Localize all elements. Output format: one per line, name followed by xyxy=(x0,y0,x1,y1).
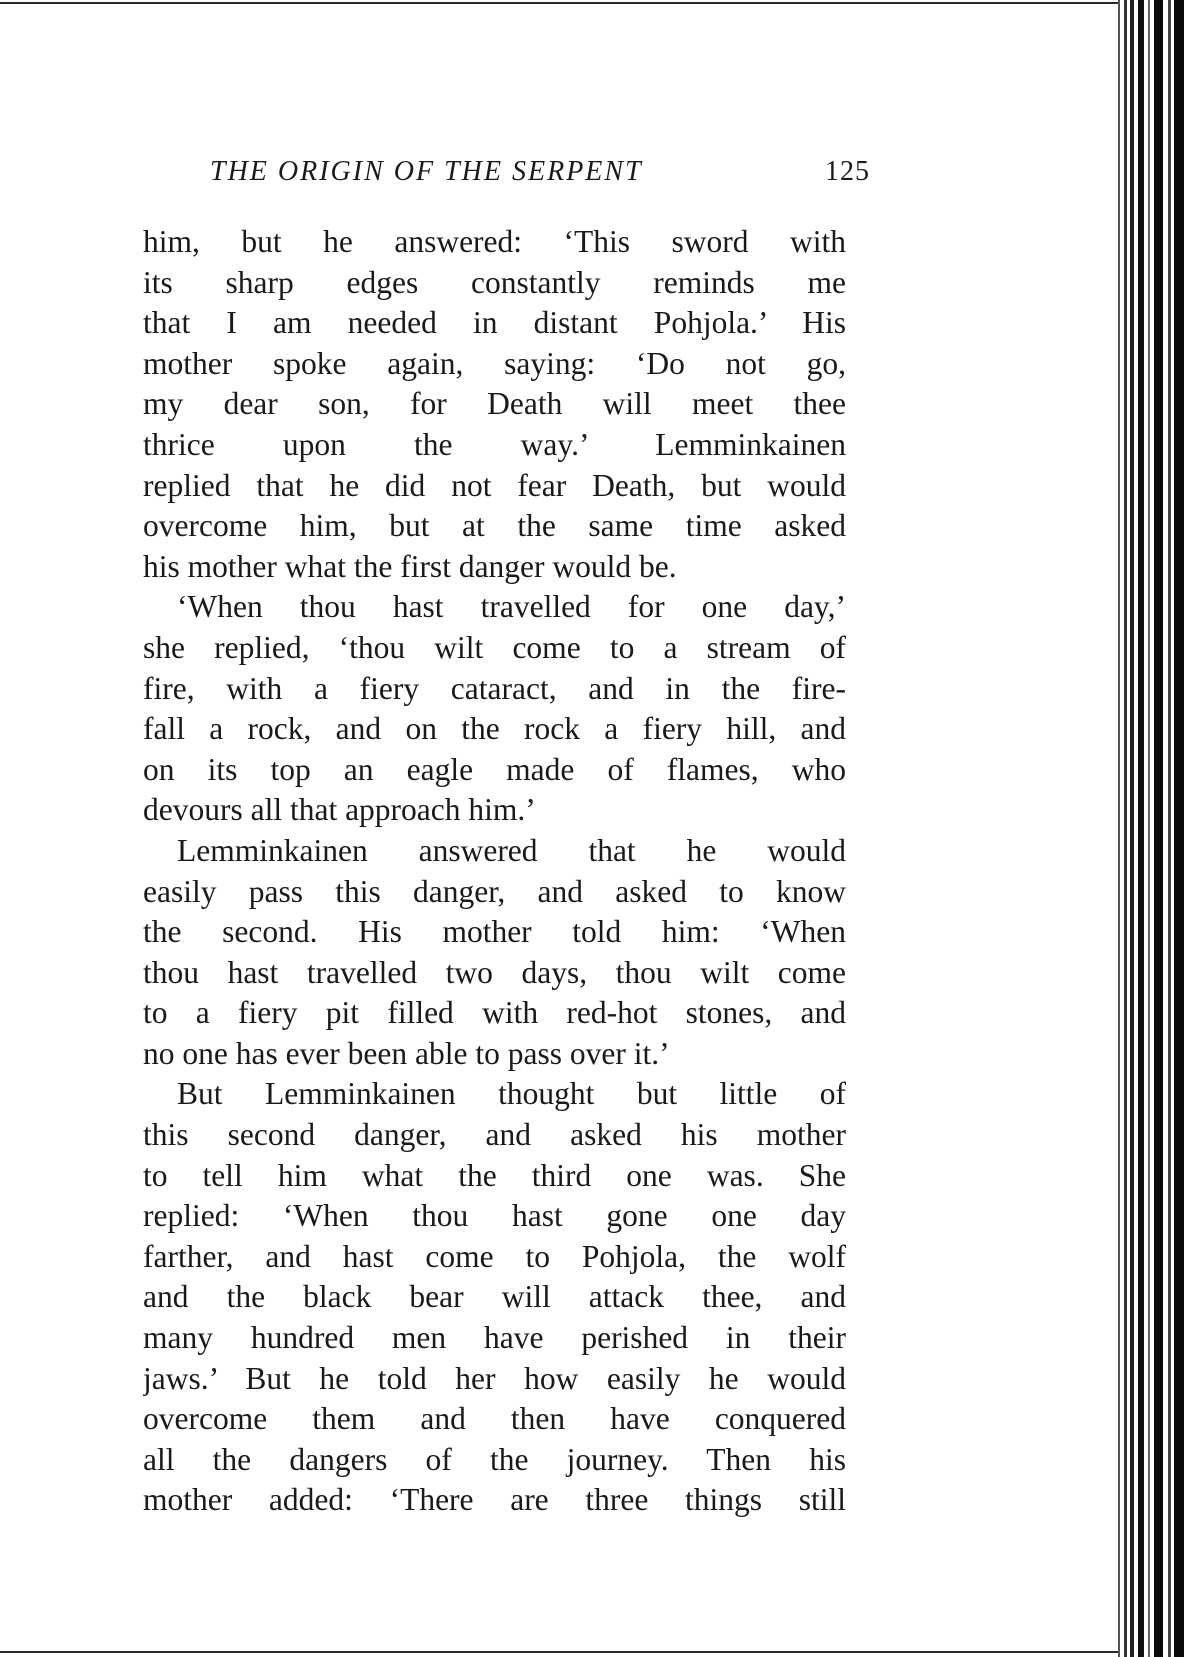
text-line: and the black bear will attack thee, and xyxy=(143,1279,846,1315)
text-line: devours all that approach him.’ xyxy=(143,792,536,828)
text-line: But Lemminkainen thought but little of xyxy=(177,1076,846,1112)
text-line: all the dangers of the journey. Then his xyxy=(143,1441,846,1477)
text-line: overcome him, but at the same time asked xyxy=(143,508,846,544)
text-line: easily pass this danger, and asked to know xyxy=(143,873,846,909)
text-line: its sharp edges constantly reminds me xyxy=(143,264,846,300)
text-line: the second. His mother told him: ‘When xyxy=(143,914,846,950)
text-line: my dear son, for Death will meet thee xyxy=(143,386,846,422)
text-line: jaws.’ But he told her how easily he would xyxy=(143,1360,846,1396)
text-line: thrice upon the way.’ Lemminkainen xyxy=(143,426,846,462)
text-line: this second danger, and asked his mother xyxy=(143,1117,846,1153)
body-text xyxy=(143,222,846,1521)
book-binding-edge xyxy=(1110,0,1188,1657)
text-line: fire, with a fiery cataract, and in the fire- xyxy=(143,670,846,706)
text-line: she replied, ‘thou wilt come to a stream of xyxy=(143,629,846,665)
text-line: fall a rock, and on the rock a fiery hill, and xyxy=(143,711,846,747)
top-border-rule xyxy=(0,2,1118,4)
text-line: replied: ‘When thou hast gone one day xyxy=(143,1198,846,1234)
text-line: Lemminkainen answered that he would xyxy=(177,832,846,868)
text-line: farther, and hast come to Pohjola, the wolf xyxy=(143,1238,846,1274)
text-line: mother added: ‘There are three things still xyxy=(143,1482,846,1518)
text-line: no one has ever been able to pass over it.’ xyxy=(143,1035,670,1071)
text-line: mother spoke again, saying: ‘Do not go, xyxy=(143,345,846,381)
text-line: on its top an eagle made of flames, who xyxy=(143,751,846,787)
running-title: THE ORIGIN OF THE SERPENT xyxy=(210,156,643,187)
text-line: him, but he answered: ‘This sword with xyxy=(143,224,846,259)
text-line: his mother what the first danger would be. xyxy=(143,548,677,584)
text-line: many hundred men have perished in their xyxy=(143,1320,846,1356)
page-header xyxy=(210,152,870,196)
text-line: thou hast travelled two days, thou wilt come xyxy=(143,954,846,990)
text-line: replied that he did not fear Death, but would xyxy=(143,467,846,503)
text-line: to a fiery pit filled with red-hot stones, and xyxy=(143,995,846,1031)
bottom-border-rule xyxy=(0,1651,1118,1653)
text-line: overcome them and then have conquered xyxy=(143,1401,846,1437)
page-number: 125 xyxy=(825,156,870,187)
text-line: ‘When thou hast travelled for one day,’ xyxy=(177,589,846,625)
text-line: that I am needed in distant Pohjola.’ His xyxy=(143,305,846,341)
text-line: to tell him what the third one was. She xyxy=(143,1157,846,1193)
